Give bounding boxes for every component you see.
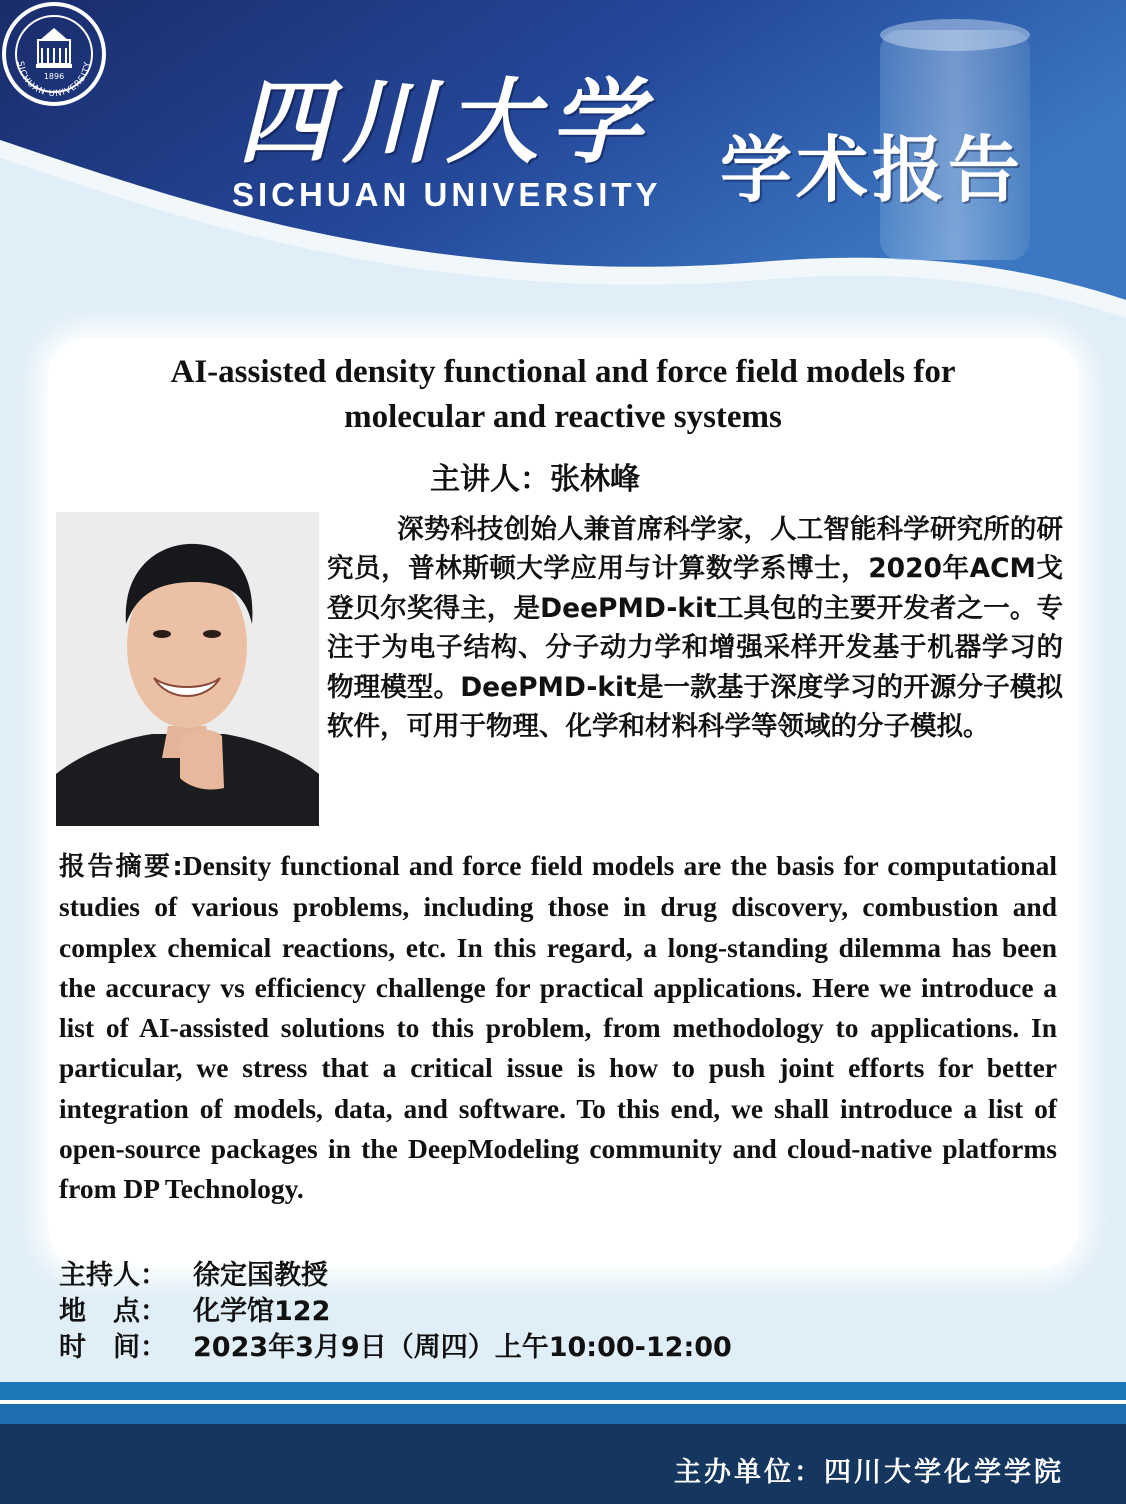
speaker-bio-text: 深势科技创始人兼首席科学家，人工智能科学研究所的研究员，普林斯顿大学应用与计算数学系博士，2020年ACM戈登贝尔奖得主，是DeePMD-kit工具包的主要开发者之一。专注于为电子结构、分子动力学和增强采样开发基于机器学习的物理模型。DeePMD-kit是一款基于深度学习的开源分子模拟软件，可用于物理、化学和材料科学等领域的分子模拟。 (327, 514, 1063, 743)
speaker-bio (327, 510, 1063, 746)
seal-text: SICHUAN UNIVERSITY (14, 60, 94, 100)
university-name-en: SICHUAN UNIVERSITY (232, 176, 662, 213)
host-label: 主持人： (59, 1260, 167, 1291)
venue-value: 化学馆122 (193, 1296, 331, 1327)
abstract-label: 报告摘要: (59, 852, 183, 882)
talk-title (60, 350, 1066, 440)
speaker-label: 主讲人： (430, 462, 550, 497)
speaker-photo (56, 512, 319, 826)
university-name-cn: 四川大学 (238, 68, 655, 176)
abstract (59, 846, 1057, 1210)
header-banner (0, 0, 1126, 330)
university-seal-logo (0, 0, 108, 108)
host-value: 徐定国教授 (193, 1260, 328, 1291)
report-type-label: 学术报告 (720, 128, 1025, 212)
time-value: 2023年3月9日（周四）上午10:00-12:00 (193, 1332, 732, 1363)
organizer: 主办单位：四川大学化学学院 (674, 1457, 1064, 1488)
abstract-text: Density functional and force field models are the basis for computational studies of various problems, including those in drug discovery, combustion and complex chemical reactions, etc. In this regard, a long-standing dilemma has been the accuracy vs efficiency challenge for practical applications. Here we introduce a list of AI-assisted solutions to this problem, from methodology to applications. In particular, we stress that a critical issue is how to push joint efforts for better integration of models, data, and software. To this end, we shall introduce a list of open-source packages in the DeepModeling community and cloud-native platforms from DP Technology. (59, 850, 1057, 1205)
footer-stripe-mid (0, 1404, 1126, 1424)
time-label: 时 间： (59, 1332, 167, 1363)
event-info (59, 1258, 1039, 1366)
footer-stripe-light (0, 1382, 1126, 1400)
host-row (59, 1258, 1039, 1294)
venue-row (59, 1294, 1039, 1330)
venue-label: 地 点： (59, 1296, 167, 1327)
speaker-line (430, 454, 640, 498)
talk-title-line-1: AI-assisted density functional and force field models for (170, 354, 956, 390)
time-row (59, 1330, 1039, 1366)
speaker-portrait-image (56, 512, 319, 826)
talk-title-line-2: molecular and reactive systems (344, 399, 782, 435)
speaker-name: 张林峰 (550, 462, 640, 497)
seal-year: 1896 (43, 72, 65, 81)
